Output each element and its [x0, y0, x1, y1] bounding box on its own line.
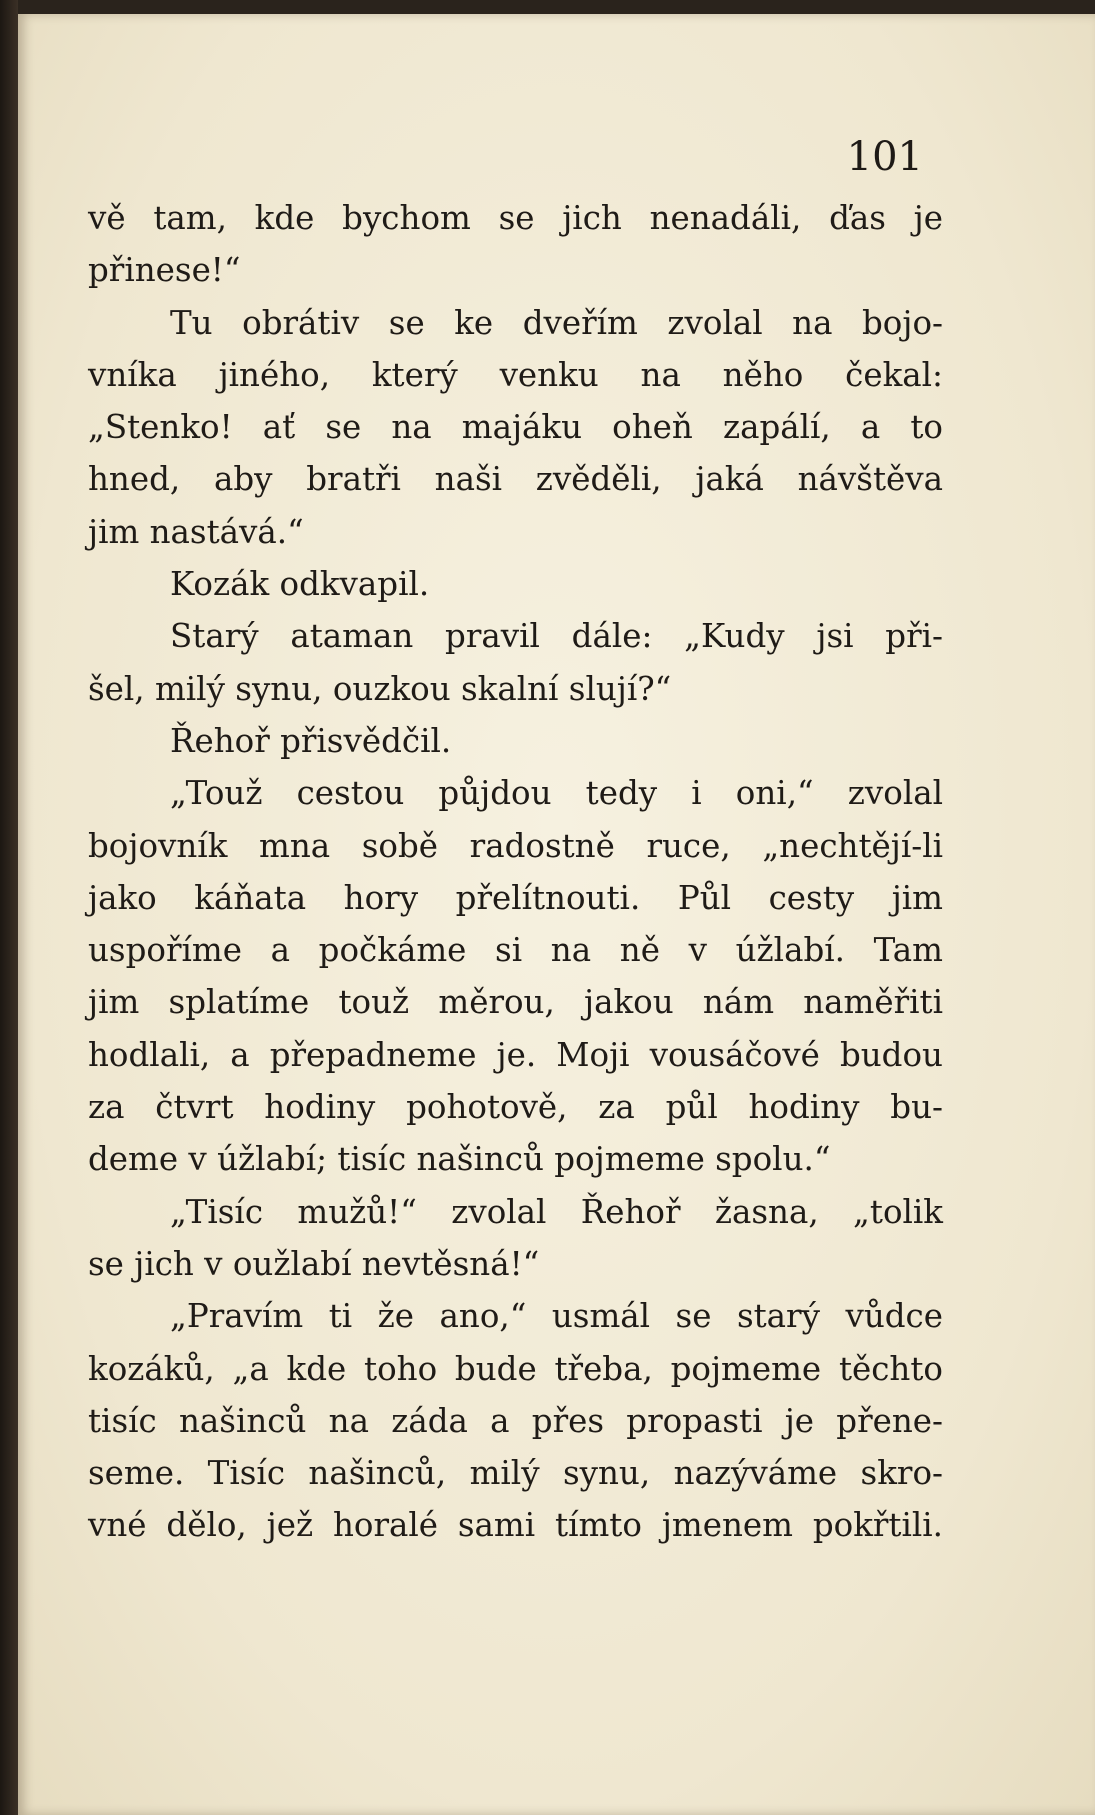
text-line: Kozák odkvapil. — [170, 565, 430, 604]
book-page — [18, 14, 1095, 1815]
text-line: za čtvrt hodiny pohotově, za půl hodiny bu- — [88, 1088, 943, 1127]
text-line: přinese!“ — [88, 251, 241, 290]
text-line: bojovník mna sobě radostně ruce, „nechtějí-li — [88, 826, 943, 865]
text-line: vné dělo, jež horalé sami tímto jmenem pokřtili. — [88, 1506, 943, 1545]
text-line: jim nastává.“ — [88, 512, 304, 551]
text-line: hned, aby bratři naši zvěděli, jaká návštěva — [88, 460, 943, 499]
page-body-text — [88, 192, 943, 1552]
text-line: kozáků, „a kde toho bude třeba, pojmeme těchto — [88, 1349, 943, 1388]
text-line: „Stenko! ať se na majáku oheň zapálí, a to — [88, 408, 943, 447]
book-binding-edge — [0, 0, 18, 1815]
text-line: se jich v oužlabí nevtěsná!“ — [88, 1244, 540, 1283]
text-line: „Touž cestou půjdou tedy i oni,“ zvolal — [170, 774, 943, 813]
text-line: jim splatíme touž měrou, jakou nám naměřiti — [88, 983, 943, 1022]
text-line: jako káňata hory přelítnouti. Půl cesty jim — [88, 878, 943, 917]
text-line: vníka jiného, který venku na něho čekal: — [88, 355, 943, 394]
text-line: deme v úžlabí; tisíc našinců pojmeme spolu.“ — [88, 1140, 831, 1179]
text-line: tisíc našinců na záda a přes propasti je přene- — [88, 1401, 943, 1440]
text-line: šel, milý synu, ouzkou skalní slují?“ — [88, 669, 672, 708]
text-line: „Pravím ti že ano,“ usmál se starý vůdce — [170, 1297, 943, 1336]
text-line: vě tam, kde bychom se jich nenadáli, ďas je — [88, 199, 943, 237]
page-number: 101 — [846, 134, 923, 180]
text-line: Řehoř přisvědčil. — [170, 721, 452, 760]
text-line: Starý ataman pravil dále: „Kudy jsi při- — [170, 617, 943, 656]
text-line: Tu obrátiv se ke dveřím zvolal na bojo- — [170, 303, 943, 342]
text-line: seme. Tisíc našinců, milý synu, nazýváme skro- — [88, 1454, 943, 1493]
text-line: uspoříme a počkáme si na ně v úžlabí. Tam — [88, 931, 943, 970]
text-line: „Tisíc mužů!“ zvolal Řehoř žasna, „tolik — [170, 1192, 943, 1231]
text-line: hodlali, a přepadneme je. Moji vousáčové budou — [88, 1035, 943, 1074]
